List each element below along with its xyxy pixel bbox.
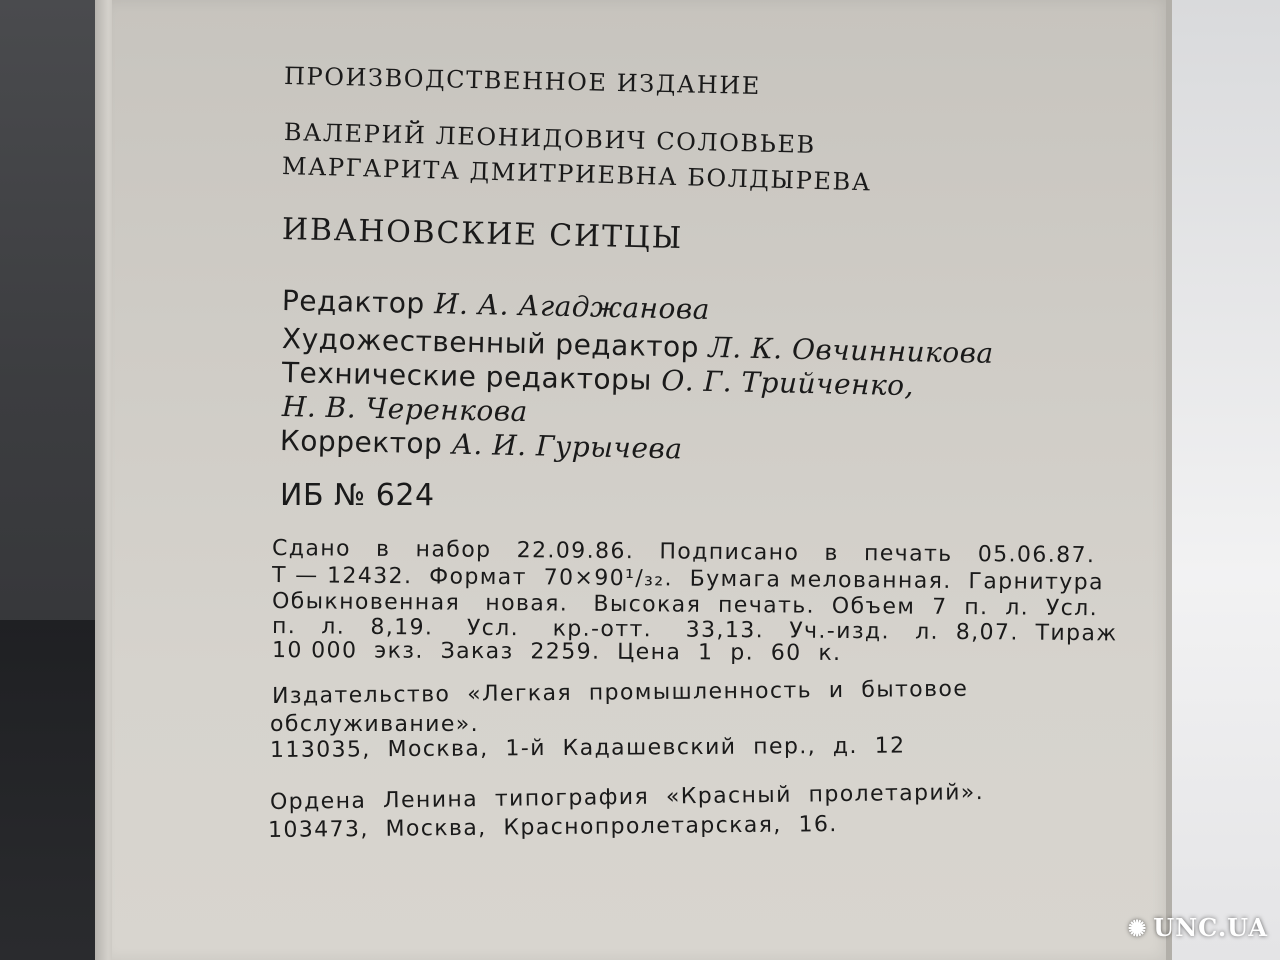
tech-editor-2-name: Н. В. Черенкова [281,390,529,429]
watermark-text: UNC.UA [1153,913,1268,942]
tech-editor-1-name: О. Г. Трийченко, [661,363,915,403]
publisher-line-2: обслуживание». [270,712,480,737]
printer-address: 103473, Москва, Краснопролетарская, 16. [267,812,838,843]
background-right [1160,0,1280,960]
page-right-edge [1166,0,1172,960]
book-title: ИВАНОВСКИЕ СИТЦЫ [281,212,684,257]
art-editor-name: Л. К. Овчинникова [708,330,995,370]
tech-editor-2-line [282,390,528,428]
watermark [1128,913,1268,942]
author-1: ВАЛЕРИЙ ЛЕОНИДОВИЧ СОЛОВЬЕВ [283,118,817,159]
tech-editors-role: Технические редакторы [281,356,653,397]
imprint-line-3: Обыкновенная новая. Высокая печать. Объем 7 п. л. Усл. [271,589,1099,622]
editor-name: И. А. Агаджанова [433,287,711,326]
publisher-address: 113035, Москва, 1-й Кадашевский пер., д. 12 [269,733,906,763]
imprint-line-5: 10 000 экз. Заказ 2259. Цена 1 р. 60 к. [271,638,842,666]
author-2: МАРГАРИТА ДМИТРИЕВНА БОЛДЫРЕВА [281,152,872,197]
imprint-line-2: Т — 12432. Формат 70×90¹/₃₂. Бумага мелованная. Гарнитура [271,563,1104,596]
imprint-line-4: п. л. 8,19. Усл. кр.-отт. 33,13. Уч.-изд. л. 8,07. Тираж [271,614,1118,647]
proofreader-name: А. И. Гурычева [451,427,683,466]
ib-number: ИБ № 624 [280,478,435,513]
edition-type: ПРОИЗВОДСТВЕННОЕ ИЗДАНИЕ [283,62,762,100]
art-editor-role: Художественный редактор [281,322,700,364]
publisher-line-1: Издательство «Легкая промышленность и бытовое [271,676,969,709]
star-icon: ✺ [1127,916,1148,942]
editor-role: Редактор [281,284,426,320]
imprint-line-1: Сдано в набор 22.09.86. Подписано в печать 05.06.87. [271,536,1096,569]
printer-line-1: Ордена Ленина типография «Красный пролетарий». [269,780,985,815]
proofreader-role: Корректор [279,424,443,461]
background-left-lower [0,620,110,960]
